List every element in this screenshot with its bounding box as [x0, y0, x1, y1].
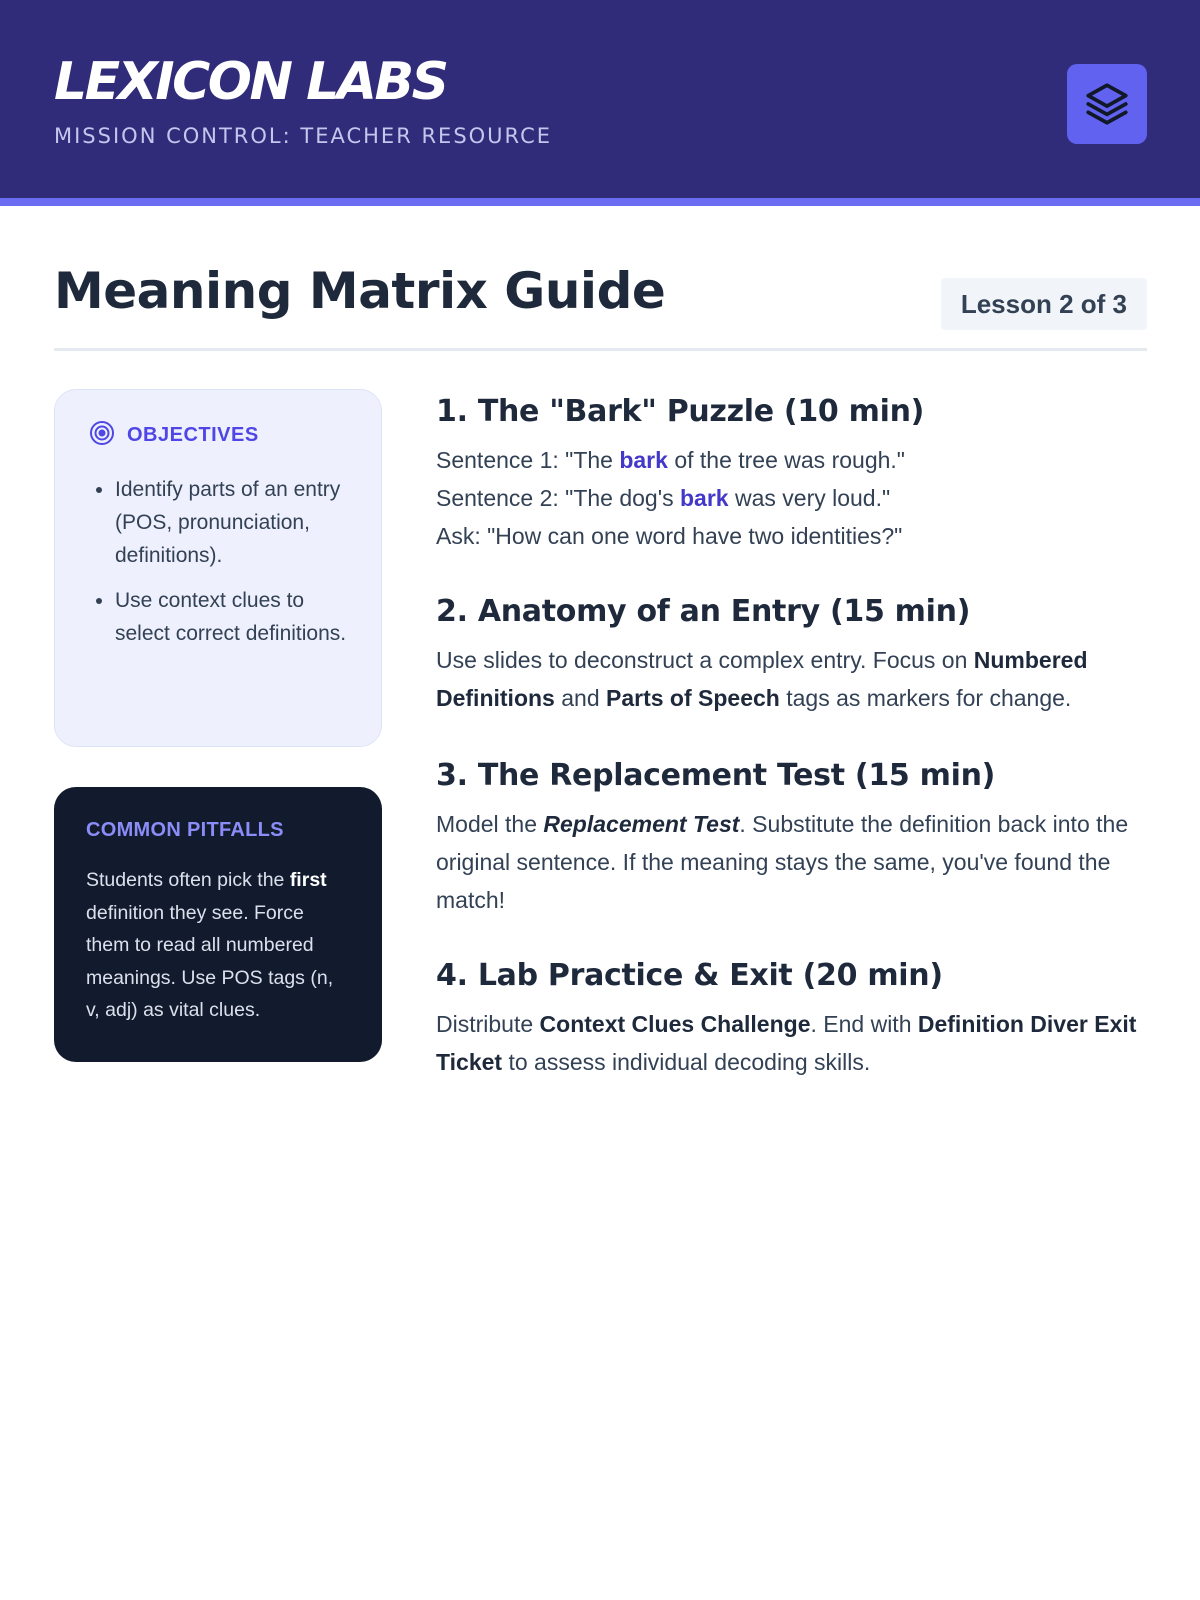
- text: of the tree was rough.": [667, 447, 905, 473]
- objectives-list: [89, 473, 347, 650]
- pitfalls-title: COMMON PITFALLS: [86, 819, 284, 841]
- emphasis: Definition Diver Exit Ticket: [436, 1011, 1137, 1075]
- text: Sentence 1: "The: [436, 447, 620, 473]
- objectives-title: OBJECTIVES: [127, 424, 259, 446]
- objective-item: • Identify parts of an entry (POS, pronunciation, definitions).: [115, 473, 347, 572]
- text: was very loud.": [728, 485, 891, 511]
- text: Distribute: [436, 1011, 540, 1037]
- section-heading: 1. The "Bark" Puzzle (10 min): [436, 394, 925, 429]
- objectives-header: [89, 420, 347, 451]
- section-bark-puzzle: [436, 394, 1146, 555]
- text: tags as markers for change.: [779, 685, 1072, 711]
- text: Model the: [436, 811, 544, 837]
- emphasis: Replacement Test: [543, 811, 740, 837]
- section-body: [436, 1005, 1146, 1081]
- stacked-layers-icon: [1067, 64, 1147, 144]
- text: . End with: [810, 1011, 918, 1037]
- pitfalls-card: [54, 787, 382, 1062]
- section-heading: 2. Anatomy of an Entry (15 min): [436, 594, 971, 629]
- text: and: [554, 685, 606, 711]
- section-replacement-test: [436, 758, 1146, 919]
- text: . Substitute the definition back into the original sentence. If the meaning stays the same, you've found the match!: [436, 811, 1129, 913]
- section-heading: 3. The Replacement Test (15 min): [436, 758, 996, 793]
- pitfalls-emphasis: first: [289, 869, 327, 891]
- section-body: [436, 641, 1146, 717]
- page-header: [0, 0, 1200, 206]
- keyword: bark: [619, 447, 668, 473]
- emphasis: Numbered Definitions: [436, 647, 1088, 711]
- sentence-1: [436, 441, 1146, 479]
- lesson-badge: Lesson 2 of 3: [941, 278, 1147, 330]
- section-body: [436, 441, 1146, 555]
- title-row: [54, 256, 1147, 351]
- section-body: [436, 805, 1146, 919]
- ask-line: Ask: "How can one word have two identities?": [436, 523, 903, 549]
- pitfalls-text-part: definition they see. Force them to read all numbered meanings. Use POS tags (n, v, adj) as vital clues.: [86, 901, 334, 1021]
- text: Sentence 2: "The dog's: [436, 485, 680, 511]
- section-heading: 4. Lab Practice & Exit (20 min): [436, 958, 943, 993]
- keyword: bark: [680, 485, 729, 511]
- pitfalls-text-part: Students often pick the: [86, 869, 290, 891]
- objectives-card: [54, 389, 382, 747]
- brand-subtitle: MISSION CONTROL: TEACHER RESOURCE: [54, 124, 553, 148]
- sentence-2: [436, 479, 1146, 517]
- section-anatomy: [436, 594, 1146, 717]
- pitfalls-text: [86, 864, 350, 1027]
- page-title: Meaning Matrix Guide: [54, 262, 666, 320]
- target-icon: [89, 420, 115, 451]
- section-lab-practice: [436, 958, 1146, 1081]
- text: to assess individual decoding skills.: [502, 1049, 871, 1075]
- emphasis: Context Clues Challenge: [539, 1011, 811, 1037]
- emphasis: Parts of Speech: [606, 685, 780, 711]
- text: Use slides to deconstruct a complex entry. Focus on: [436, 647, 974, 673]
- brand-logotype: LEXICON LABS: [54, 52, 447, 112]
- objective-item: • Use context clues to select correct definitions.: [115, 584, 347, 650]
